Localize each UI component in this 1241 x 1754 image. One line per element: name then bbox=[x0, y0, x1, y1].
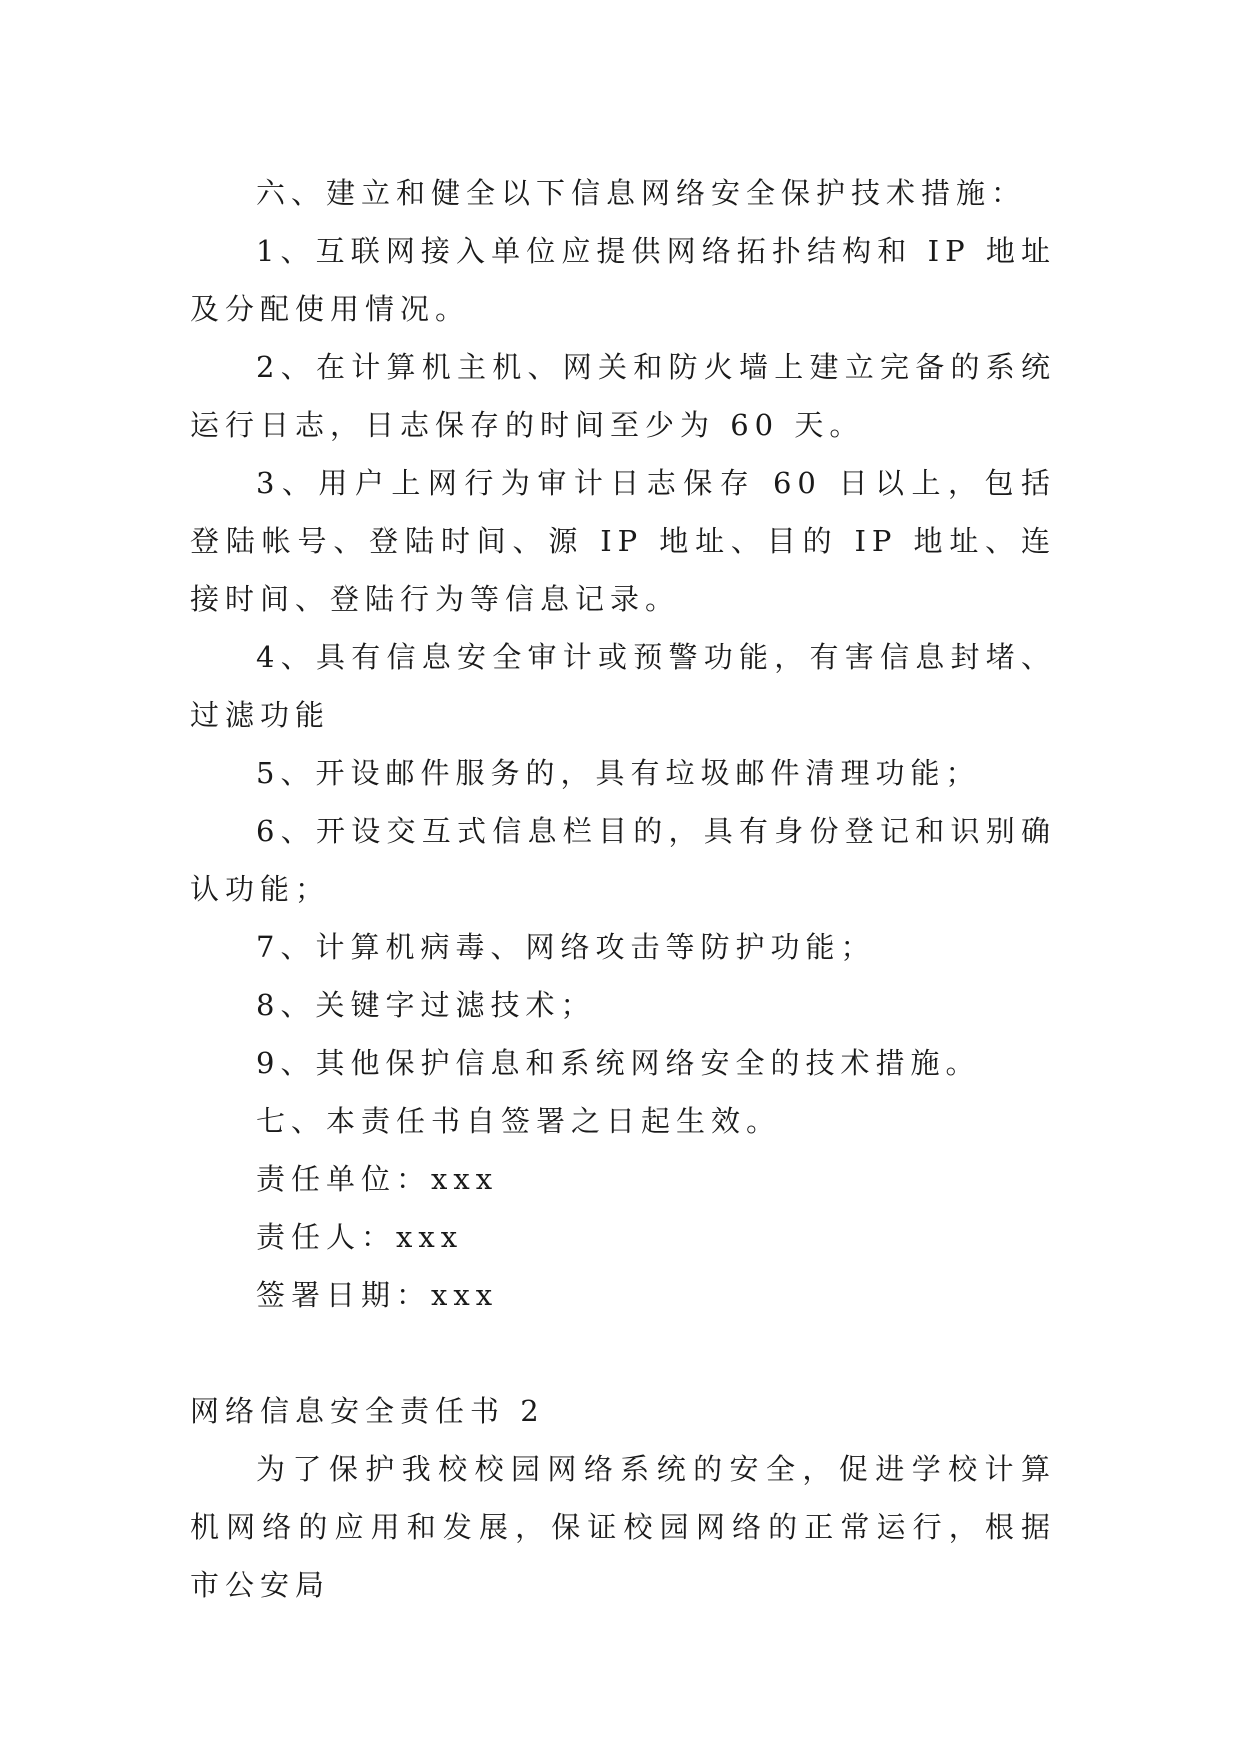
paragraph-section-six-heading: 六、建立和健全以下信息网络安全保护技术措施： bbox=[256, 176, 1027, 210]
paragraph-item-3: 3、用户上网行为审计日志保存 60 日以上，包括登陆帐号、登陆时间、源 IP 地址、目的 IP 地址、连接时间、登陆行为等信息记录。 bbox=[190, 466, 1056, 616]
paragraph-item-4: 4、具有信息安全审计或预警功能，有害信息封堵、过滤功能 bbox=[190, 640, 1056, 732]
paragraph-item-7: 7、计算机病毒、网络攻击等防护功能； bbox=[256, 930, 876, 964]
paragraph-section-seven: 七、本责任书自签署之日起生效。 bbox=[256, 1104, 782, 1138]
paragraph-item-1: 1、互联网接入单位应提供网络拓扑结构和 IP 地址及分配使用情况。 bbox=[190, 234, 1056, 326]
signature-date: 签署日期：xxx bbox=[256, 1278, 499, 1312]
signature-responsible-person: 责任人：xxx bbox=[256, 1220, 464, 1254]
signature-responsible-unit: 责任单位：xxx bbox=[256, 1162, 499, 1196]
section-2-intro-paragraph: 为了保护我校校园网络系统的安全，促进学校计算机网络的应用和发展，保证校园网络的正常运行，根据市公安局 bbox=[190, 1452, 1056, 1602]
document-body bbox=[190, 164, 1056, 1614]
section-gap bbox=[190, 1324, 1056, 1382]
paragraph-item-5: 5、开设邮件服务的，具有垃圾邮件清理功能； bbox=[256, 756, 981, 790]
paragraph-item-2: 2、在计算机主机、网关和防火墙上建立完备的系统运行日志，日志保存的时间至少为 60 天。 bbox=[190, 350, 1056, 442]
paragraph-item-8: 8、关键字过滤技术； bbox=[256, 988, 596, 1022]
paragraph-item-9: 9、其他保护信息和系统网络安全的技术措施。 bbox=[256, 1046, 981, 1080]
section-2-title: 网络信息安全责任书 2 bbox=[190, 1394, 545, 1428]
paragraph-item-6: 6、开设交互式信息栏目的，具有身份登记和识别确认功能； bbox=[190, 814, 1056, 906]
